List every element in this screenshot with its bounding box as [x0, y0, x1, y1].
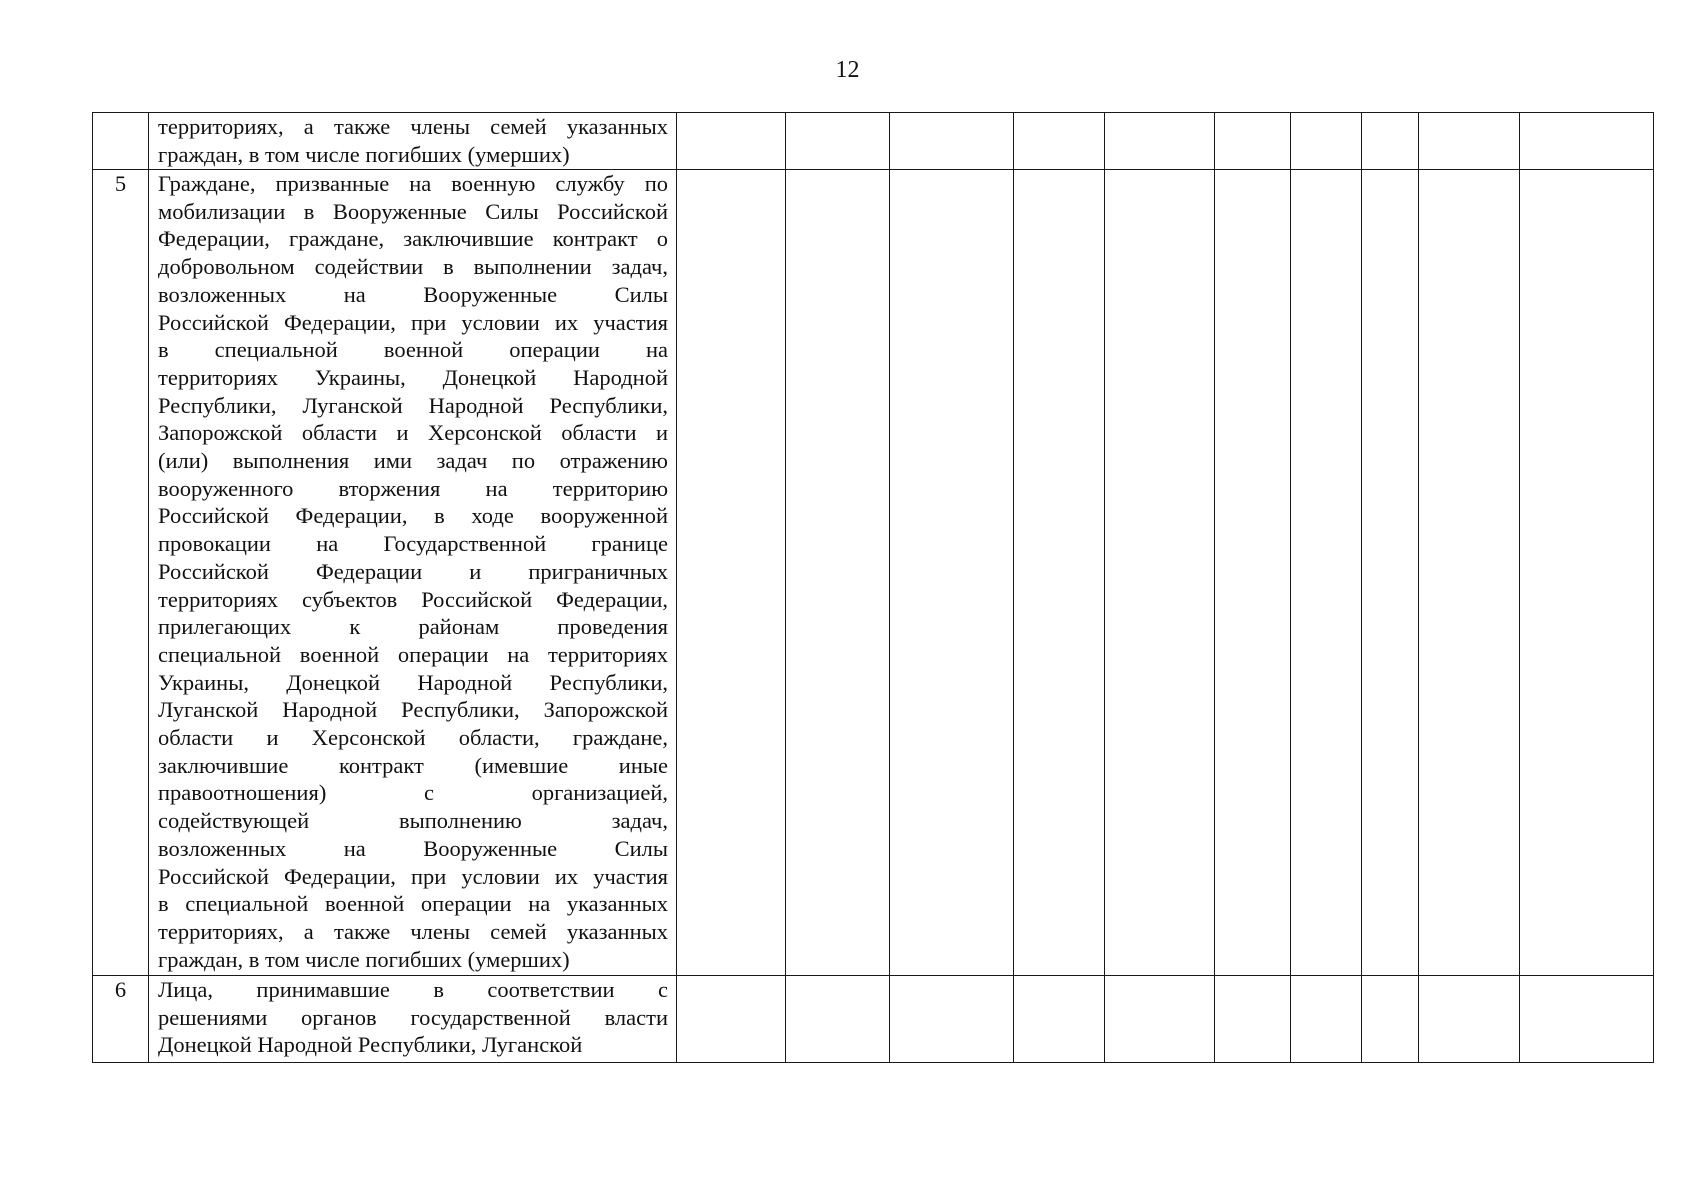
- empty-cell: [1291, 976, 1362, 1063]
- empty-cell: [1362, 170, 1419, 976]
- text-line: добровольном содействии в выполнении задач,: [158, 254, 668, 280]
- table-row: [93, 113, 1654, 170]
- text-line: возложенных на Вооруженные Силы: [158, 835, 668, 861]
- page-number: 12: [835, 57, 860, 83]
- document-table: [92, 112, 1654, 1063]
- empty-cell: [677, 113, 786, 170]
- row-number-cell: [93, 113, 149, 170]
- text-line: Запорожской области и Херсонской области и: [158, 420, 668, 446]
- empty-cell: [1520, 976, 1654, 1063]
- empty-cell: [1014, 976, 1105, 1063]
- text-line: территориях субъектов Российской Федерации,: [158, 586, 668, 612]
- row-number-cell: 6: [93, 976, 149, 1063]
- text-line: (или) выполнения ими задач по отражению: [158, 448, 668, 474]
- empty-cell: [1215, 976, 1291, 1063]
- empty-cell: [1419, 976, 1520, 1063]
- table-row: [93, 170, 1654, 976]
- text-line: заключившие контракт (имевшие иные: [158, 752, 668, 778]
- empty-cell: [1215, 113, 1291, 170]
- empty-cell: [786, 976, 890, 1063]
- text-line: в специальной военной операции на: [158, 337, 668, 363]
- empty-cell: [1362, 113, 1419, 170]
- text-line: в специальной военной операции на указанных: [158, 891, 668, 917]
- empty-cell: [1105, 976, 1215, 1063]
- text-line: содействующей выполнению задач,: [158, 808, 668, 834]
- empty-cell: [1520, 170, 1654, 976]
- row-description-cell: [149, 170, 677, 976]
- text-line: области и Херсонской области, граждане,: [158, 725, 668, 751]
- text-line: граждан, в том числе погибших (умерших): [158, 141, 570, 167]
- text-line: граждан, в том числе погибших (умерших): [158, 946, 570, 972]
- table-body: [93, 113, 1654, 1063]
- text-line: правоотношения) с организацией,: [158, 780, 668, 806]
- text-line: Донецкой Народной Республики, Луганской: [158, 1032, 583, 1058]
- empty-cell: [1362, 976, 1419, 1063]
- empty-cell: [1419, 113, 1520, 170]
- empty-cell: [1291, 170, 1362, 976]
- text-line: территориях, а также члены семей указанных: [158, 918, 668, 944]
- empty-cell: [1105, 113, 1215, 170]
- text-line: прилегающих к районам проведения: [158, 614, 668, 640]
- text-line: территориях, а также члены семей указанных: [158, 114, 668, 139]
- text-line: Украины, Донецкой Народной Республики,: [158, 669, 668, 695]
- text-line: Российской Федерации и приграничных: [158, 558, 668, 584]
- text-line: Граждане, призванные на военную службу по: [158, 171, 668, 196]
- text-line: территориях Украины, Донецкой Народной: [158, 364, 668, 390]
- empty-cell: [890, 976, 1014, 1063]
- empty-cell: [677, 170, 786, 976]
- text-line: Лица, принимавшие в соответствии с: [158, 977, 668, 1002]
- empty-cell: [1520, 113, 1654, 170]
- empty-cell: [1419, 170, 1520, 976]
- empty-cell: [786, 170, 890, 976]
- empty-cell: [786, 113, 890, 170]
- text-line: мобилизации в Вооруженные Силы Российской: [158, 198, 668, 224]
- text-line: вооруженного вторжения на территорию: [158, 475, 668, 501]
- empty-cell: [1014, 113, 1105, 170]
- empty-cell: [890, 170, 1014, 976]
- table-row: [93, 976, 1654, 1063]
- text-line: Российской Федерации, в ходе вооруженной: [158, 503, 668, 529]
- text-line: Федерации, граждане, заключившие контракт о: [158, 226, 668, 252]
- text-line: Луганской Народной Республики, Запорожской: [158, 697, 668, 723]
- text-line: возложенных на Вооруженные Силы: [158, 281, 668, 307]
- empty-cell: [1014, 170, 1105, 976]
- text-line: Российской Федерации, при условии их участия: [158, 309, 668, 335]
- text-line: Республики, Луганской Народной Республики,: [158, 392, 668, 418]
- text-line: провокации на Государственной границе: [158, 531, 668, 557]
- empty-cell: [1215, 170, 1291, 976]
- empty-cell: [677, 976, 786, 1063]
- empty-cell: [1105, 170, 1215, 976]
- empty-cell: [890, 113, 1014, 170]
- empty-cell: [1291, 113, 1362, 170]
- text-line: Российской Федерации, при условии их участия: [158, 863, 668, 889]
- text-line: специальной военной операции на территориях: [158, 641, 668, 667]
- row-description-cell: [149, 976, 677, 1063]
- row-description-cell: [149, 113, 677, 170]
- row-number-cell: 5: [93, 170, 149, 976]
- text-line: решениями органов государственной власти: [158, 1004, 668, 1030]
